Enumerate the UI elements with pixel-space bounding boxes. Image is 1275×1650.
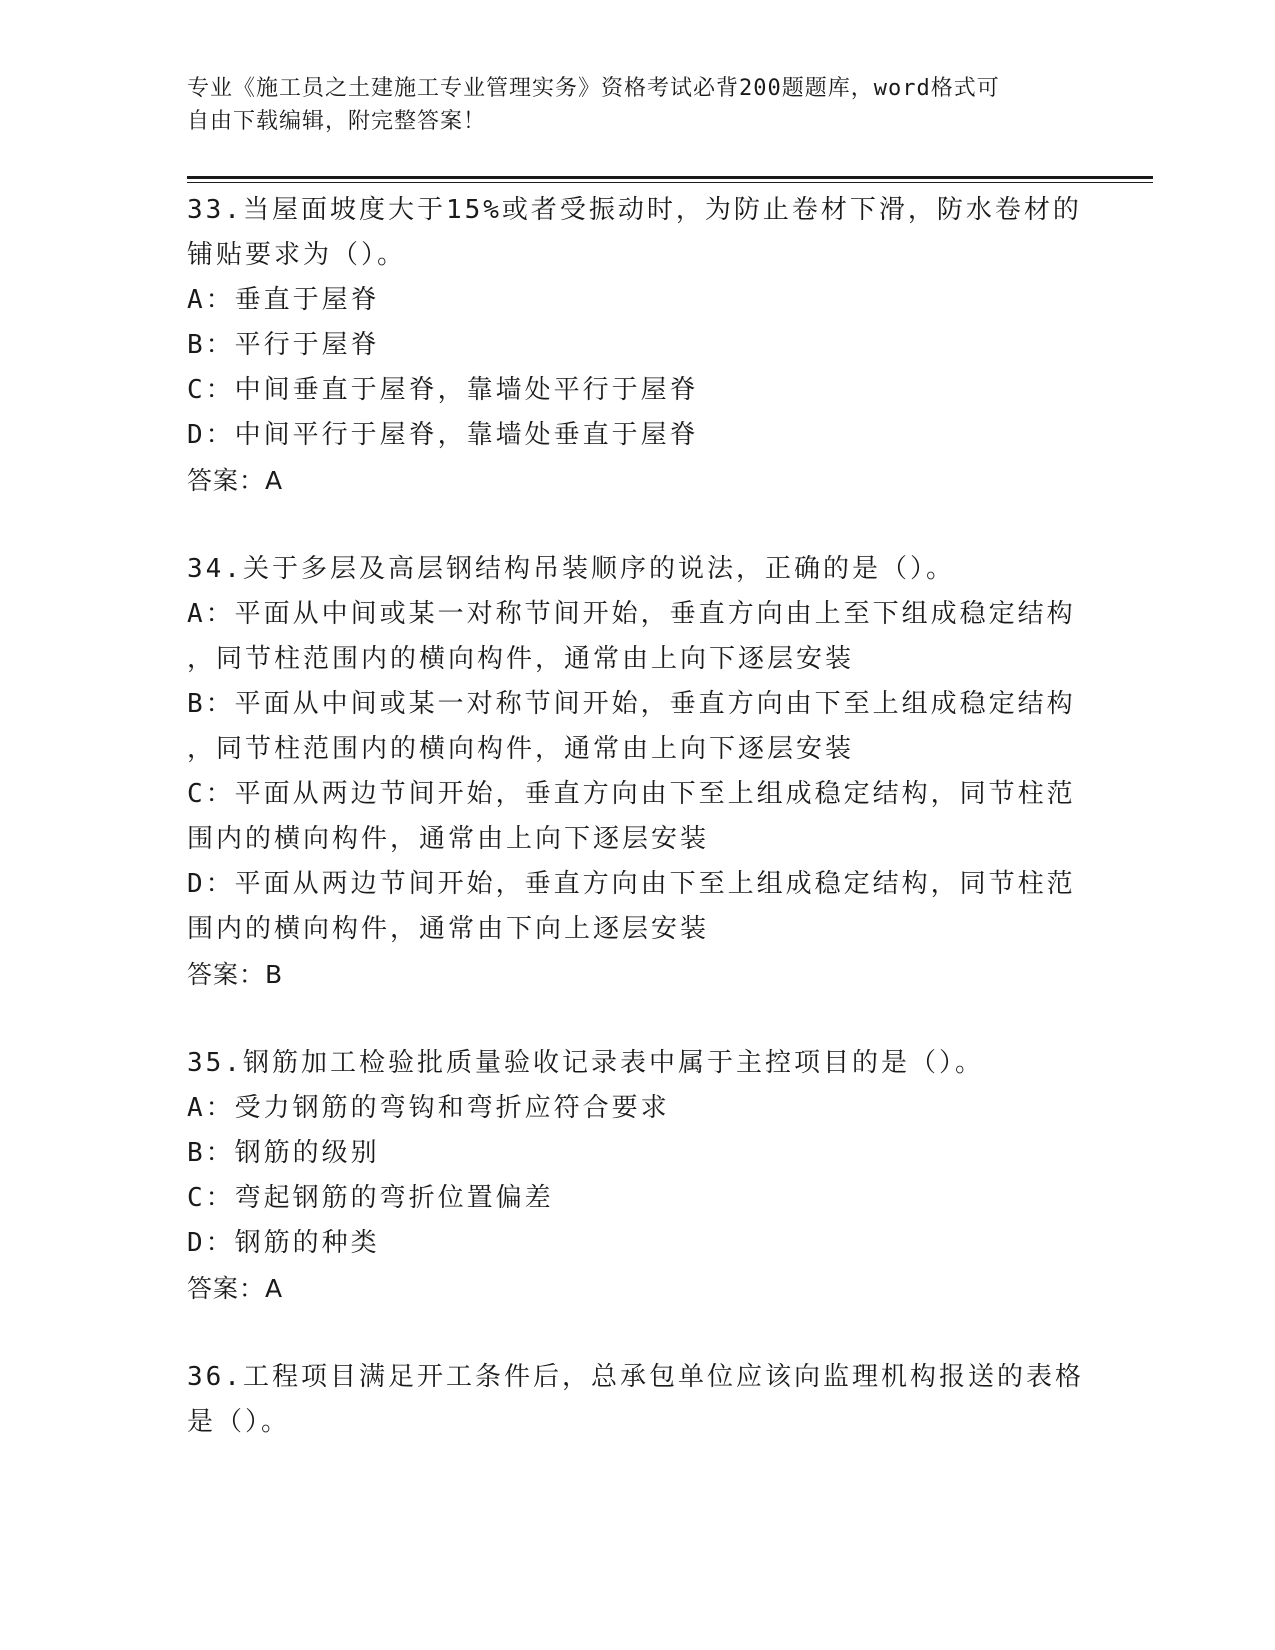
option-c: C：弯起钢筋的弯折位置偏差 bbox=[187, 1183, 554, 1213]
option-a: A：垂直于屋脊 bbox=[187, 285, 380, 315]
option-b: B：平面从中间或某一对称节间开始，垂直方向由下至上组成稳定结构 bbox=[187, 689, 1076, 719]
option-b-continued: ，同节柱范围内的横向构件，通常由上向下逐层安装 bbox=[187, 734, 855, 764]
option-d: D：平面从两边节间开始，垂直方向由下至上组成稳定结构，同节柱范 bbox=[187, 869, 1076, 899]
question-stem-line: 35.钢筋加工检验批质量验收记录表中属于主控项目的是（）。 bbox=[187, 1048, 984, 1078]
question-list bbox=[187, 188, 1087, 1489]
question-34 bbox=[187, 547, 1087, 997]
header-divider-thick bbox=[187, 176, 1153, 179]
answer-line: 答案：A bbox=[187, 1274, 284, 1303]
document-header bbox=[187, 72, 1067, 138]
question-stem-line: 铺贴要求为（）。 bbox=[187, 240, 407, 270]
option-c-continued: 围内的横向构件，通常由上向下逐层安装 bbox=[187, 824, 710, 854]
question-33 bbox=[187, 188, 1087, 503]
option-a: A：受力钢筋的弯钩和弯折应符合要求 bbox=[187, 1093, 670, 1123]
option-c: C：平面从两边节间开始，垂直方向由下至上组成稳定结构，同节柱范 bbox=[187, 779, 1076, 809]
option-d: D：中间平行于屋脊，靠墙处垂直于屋脊 bbox=[187, 420, 699, 450]
header-divider-thin bbox=[187, 182, 1153, 183]
option-a-continued: ，同节柱范围内的横向构件，通常由上向下逐层安装 bbox=[187, 644, 855, 674]
option-c: C：中间垂直于屋脊，靠墙处平行于屋脊 bbox=[187, 375, 699, 405]
question-36 bbox=[187, 1355, 1087, 1445]
question-stem-line: 是（）。 bbox=[187, 1407, 291, 1437]
answer-line: 答案：A bbox=[187, 466, 284, 495]
header-line-2: 自由下载编辑，附完整答案！ bbox=[187, 109, 487, 134]
question-stem-line: 34.关于多层及高层钢结构吊装顺序的说法，正确的是（）。 bbox=[187, 554, 955, 584]
option-b: B：平行于屋脊 bbox=[187, 330, 380, 360]
question-35 bbox=[187, 1041, 1087, 1311]
header-line-1: 专业《施工员之土建施工专业管理实务》资格考试必背200题题库，word格式可 bbox=[187, 76, 1000, 101]
question-stem-line: 36.工程项目满足开工条件后，总承包单位应该向监理机构报送的表格 bbox=[187, 1362, 1084, 1392]
question-stem-line: 33.当屋面坡度大于15%或者受振动时，为防止卷材下滑，防水卷材的 bbox=[187, 195, 1082, 225]
answer-line: 答案：B bbox=[187, 960, 284, 989]
option-b: B：钢筋的级别 bbox=[187, 1138, 380, 1168]
option-a: A：平面从中间或某一对称节间开始，垂直方向由上至下组成稳定结构 bbox=[187, 599, 1076, 629]
option-d: D：钢筋的种类 bbox=[187, 1228, 380, 1258]
option-d-continued: 围内的横向构件，通常由下向上逐层安装 bbox=[187, 914, 710, 944]
